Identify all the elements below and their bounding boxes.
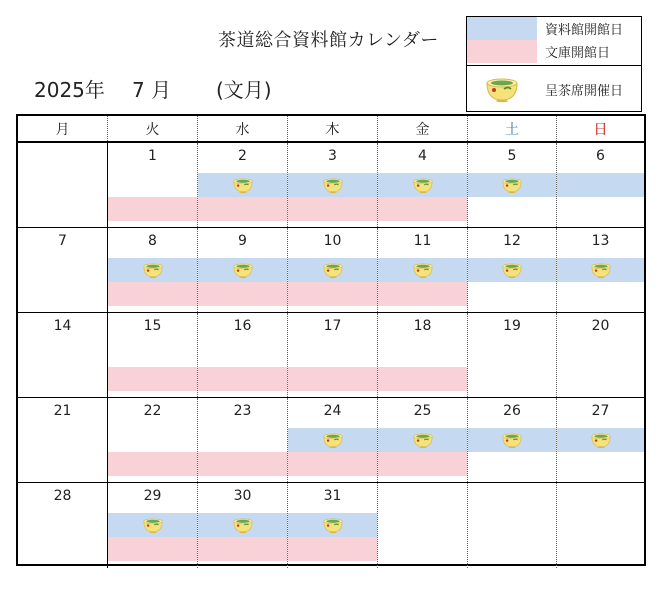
calendar-day-cell xyxy=(468,398,557,482)
day-number: 19 xyxy=(503,318,521,334)
tea-cup-icon xyxy=(142,516,164,534)
calendar-day-cell xyxy=(557,313,644,397)
calendar-day-cell xyxy=(557,228,644,312)
day-number: 10 xyxy=(323,233,342,249)
day-number: 15 xyxy=(143,318,162,334)
day-number: 5 xyxy=(507,148,517,164)
day-number: 31 xyxy=(323,488,342,504)
calendar-day-cell xyxy=(18,143,108,227)
day-number: 30 xyxy=(233,488,252,504)
calendar-day-cell xyxy=(468,313,557,397)
calendar-day-cell xyxy=(378,483,468,568)
museum-open-band xyxy=(468,173,556,197)
calendar-week-row xyxy=(18,228,644,313)
calendar-day-cell xyxy=(288,313,378,397)
library-open-band xyxy=(198,282,287,306)
calendar-day-cell xyxy=(468,228,557,312)
museum-open-band xyxy=(288,258,377,282)
tea-cup-icon xyxy=(501,261,523,279)
day-number: 8 xyxy=(148,233,157,249)
library-open-band xyxy=(378,367,467,391)
tea-cup-icon xyxy=(322,176,344,194)
tea-cup-icon xyxy=(412,176,434,194)
library-open-band xyxy=(108,537,197,561)
museum-open-band xyxy=(198,258,287,282)
day-number: 28 xyxy=(53,488,72,504)
month-label: 7 月 xyxy=(132,78,172,102)
calendar-day-cell xyxy=(557,143,644,227)
tea-cup-icon xyxy=(322,261,344,279)
museum-open-band xyxy=(557,173,644,197)
library-open-band xyxy=(378,197,467,221)
calendar-day-cell xyxy=(108,228,198,312)
calendar-week-row xyxy=(18,143,644,228)
tea-cup-icon xyxy=(467,66,537,112)
library-open-band xyxy=(108,452,197,476)
day-number: 29 xyxy=(143,488,162,504)
museum-open-band xyxy=(378,173,467,197)
library-open-band xyxy=(198,367,287,391)
day-number: 7 xyxy=(58,233,67,249)
day-number: 9 xyxy=(238,233,247,249)
legend-item-museum xyxy=(467,17,641,40)
tea-cup-icon xyxy=(322,516,344,534)
day-number: 1 xyxy=(148,148,157,164)
museum-open-band xyxy=(198,513,287,537)
calendar-day-cell xyxy=(378,228,468,312)
legend-item-tea xyxy=(467,65,641,112)
calendar-week-row xyxy=(18,483,644,568)
day-number: 4 xyxy=(418,148,427,164)
year-month-heading xyxy=(34,74,272,103)
calendar-day-cell xyxy=(468,483,557,568)
legend-swatch-museum xyxy=(467,17,537,40)
weekday-header xyxy=(18,116,644,143)
legend-item-library xyxy=(467,40,641,63)
legend-label: 文庫開館日 xyxy=(545,46,611,61)
library-open-band xyxy=(288,367,377,391)
museum-open-band xyxy=(378,258,467,282)
museum-open-band xyxy=(557,428,644,452)
day-number: 16 xyxy=(233,318,252,334)
calendar-day-cell xyxy=(288,143,378,227)
legend-label: 資料館開館日 xyxy=(545,23,624,38)
day-number: 23 xyxy=(233,403,252,419)
calendar-day-cell xyxy=(198,228,288,312)
calendar-day-cell xyxy=(288,398,378,482)
calendar-day-cell xyxy=(18,483,108,568)
calendar-day-cell xyxy=(198,313,288,397)
museum-open-band xyxy=(468,428,556,452)
calendar-day-cell xyxy=(108,143,198,227)
museum-open-band xyxy=(468,258,556,282)
library-open-band xyxy=(288,452,377,476)
calendar-day-cell xyxy=(468,143,557,227)
tea-cup-icon xyxy=(322,431,344,449)
calendar-grid xyxy=(16,114,646,566)
legend-swatch-library xyxy=(467,40,537,63)
tea-cup-icon xyxy=(232,516,254,534)
tea-cup-icon xyxy=(590,431,612,449)
month-alt-name: (文月) xyxy=(216,78,272,102)
tea-cup-icon xyxy=(590,261,612,279)
library-open-band xyxy=(378,282,467,306)
library-open-band xyxy=(198,197,287,221)
calendar-day-cell xyxy=(108,483,198,568)
calendar-day-cell xyxy=(18,228,108,312)
day-number: 20 xyxy=(591,318,610,334)
calendar-day-cell xyxy=(198,398,288,482)
weekday-label: 土 xyxy=(468,116,557,141)
calendar-day-cell xyxy=(198,143,288,227)
day-number: 12 xyxy=(503,233,521,249)
calendar-day-cell xyxy=(18,398,108,482)
day-number: 26 xyxy=(503,403,521,419)
library-open-band xyxy=(288,282,377,306)
calendar-day-cell xyxy=(288,228,378,312)
library-open-band xyxy=(108,197,197,221)
tea-cup-icon xyxy=(412,431,434,449)
museum-open-band xyxy=(198,173,287,197)
library-open-band xyxy=(108,367,197,391)
day-number: 21 xyxy=(53,403,72,419)
calendar-day-cell xyxy=(18,313,108,397)
weekday-label: 金 xyxy=(378,116,468,141)
calendar-day-cell xyxy=(288,483,378,568)
weekday-label: 火 xyxy=(108,116,198,141)
weekday-label: 水 xyxy=(198,116,288,141)
calendar-day-cell xyxy=(198,483,288,568)
tea-cup-icon xyxy=(412,261,434,279)
day-number: 6 xyxy=(596,148,605,164)
calendar-day-cell xyxy=(557,398,644,482)
tea-cup-icon xyxy=(501,176,523,194)
calendar-week-row xyxy=(18,313,644,398)
calendar-day-cell xyxy=(378,313,468,397)
day-number: 2 xyxy=(238,148,247,164)
tea-cup-icon xyxy=(142,261,164,279)
calendar-day-cell xyxy=(557,483,644,568)
legend-label: 呈茶席開催日 xyxy=(545,83,624,99)
museum-open-band xyxy=(378,428,467,452)
weekday-label: 木 xyxy=(288,116,378,141)
year-label: 2025年 xyxy=(34,78,105,102)
calendar-day-cell xyxy=(108,313,198,397)
day-number: 11 xyxy=(413,233,432,249)
day-number: 18 xyxy=(413,318,432,334)
calendar-week-row xyxy=(18,398,644,483)
museum-open-band xyxy=(288,428,377,452)
weekday-label: 月 xyxy=(18,116,108,141)
museum-open-band xyxy=(108,258,197,282)
library-open-band xyxy=(288,197,377,221)
library-open-band xyxy=(198,537,287,561)
day-number: 13 xyxy=(591,233,610,249)
library-open-band xyxy=(288,537,377,561)
tea-cup-icon xyxy=(232,176,254,194)
calendar-day-cell xyxy=(378,398,468,482)
tea-cup-icon xyxy=(232,261,254,279)
day-number: 25 xyxy=(413,403,432,419)
library-open-band xyxy=(378,452,467,476)
museum-open-band xyxy=(108,513,197,537)
page-title: 茶道総合資料館カレンダー xyxy=(218,30,439,51)
day-number: 3 xyxy=(328,148,337,164)
day-number: 27 xyxy=(591,403,610,419)
tea-cup-icon xyxy=(501,431,523,449)
museum-open-band xyxy=(557,258,644,282)
day-number: 17 xyxy=(323,318,342,334)
legend xyxy=(466,16,642,112)
museum-open-band xyxy=(288,513,377,537)
weekday-label: 日 xyxy=(593,121,608,138)
day-number: 24 xyxy=(323,403,342,419)
calendar-day-cell xyxy=(378,143,468,227)
library-open-band xyxy=(108,282,197,306)
day-number: 14 xyxy=(53,318,72,334)
day-number: 22 xyxy=(143,403,162,419)
library-open-band xyxy=(198,452,287,476)
calendar-day-cell xyxy=(108,398,198,482)
museum-open-band xyxy=(288,173,377,197)
